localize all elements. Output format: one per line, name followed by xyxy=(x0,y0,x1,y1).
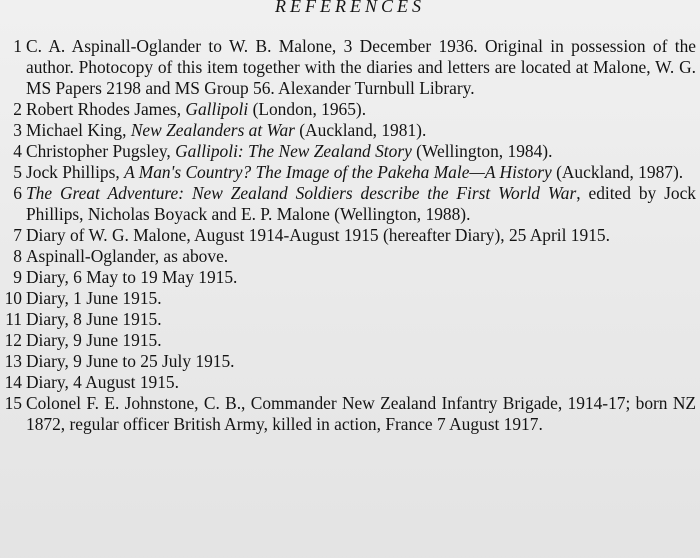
reference-text-part: Diary of W. G. Malone, August 1914-August 1915 (hereafter Diary), 25 April 1915. xyxy=(26,225,610,245)
reference-text-part: Jock Phillips, xyxy=(26,162,125,182)
reference-number: 9 xyxy=(13,267,22,287)
reference-item xyxy=(0,225,700,246)
reference-item xyxy=(0,99,700,120)
reference-text xyxy=(26,36,696,98)
reference-item xyxy=(0,246,700,267)
reference-text-part: Diary, 6 May to 19 May 1915. xyxy=(26,267,238,287)
reference-text xyxy=(26,162,683,182)
reference-title: The Great Adventure: New Zealand Soldiers describe the First World War xyxy=(26,183,577,203)
reference-item xyxy=(0,141,700,162)
reference-text-part: (London, 1965). xyxy=(248,99,367,119)
reference-text xyxy=(26,120,426,140)
reference-text xyxy=(26,141,552,161)
reference-number: 4 xyxy=(13,141,22,161)
reference-number: 10 xyxy=(4,288,22,308)
reference-text-part: (Auckland, 1981). xyxy=(294,120,427,140)
reference-number: 3 xyxy=(13,120,22,140)
reference-title: Gallipoli: The New Zealand Story xyxy=(175,141,412,161)
reference-text xyxy=(26,309,162,329)
reference-text xyxy=(26,288,162,308)
reference-text-part: , edited by Jock Phillips, Nicholas Boyack and E. P. Malone (Wellington, 1988). xyxy=(26,183,696,224)
reference-text xyxy=(26,372,179,392)
reference-number: 5 xyxy=(13,162,22,182)
reference-text xyxy=(26,330,162,350)
reference-text xyxy=(26,183,696,224)
reference-text xyxy=(26,246,228,266)
reference-text xyxy=(26,267,237,287)
reference-item xyxy=(0,120,700,141)
reference-text xyxy=(26,225,610,245)
reference-text xyxy=(26,99,366,119)
reference-number: 2 xyxy=(13,99,22,119)
reference-text-part: C. A. Aspinall-Oglander to W. B. Malone, 3 December 1936. Original in possession of the author. Photocopy of this item together with the diaries and letters are located at Malone, W. G. MS Papers 2198 and MS Group 56. Alexander Turnbull Library. xyxy=(26,36,696,98)
reference-item xyxy=(0,36,700,99)
reference-number: 15 xyxy=(4,393,22,413)
reference-text-part: Aspinall-Oglander, as above. xyxy=(26,246,229,266)
reference-text-part: Colonel F. E. Johnstone, C. B., Commander New Zealand Infantry Brigade, 1914-17; born NZ 1872, regular officer British Army, killed in action, France 7 August 1917. xyxy=(26,393,696,434)
reference-text-part: Diary, 4 August 1915. xyxy=(26,372,179,392)
reference-number: 1 xyxy=(13,36,22,56)
reference-item xyxy=(0,162,700,183)
reference-number: 14 xyxy=(4,372,22,392)
reference-number: 13 xyxy=(4,351,22,371)
reference-text xyxy=(26,351,235,371)
reference-text-part: Robert Rhodes James, xyxy=(26,99,186,119)
reference-number: 12 xyxy=(4,330,22,350)
reference-item xyxy=(0,288,700,309)
references-heading: REFERENCES xyxy=(275,0,425,16)
reference-text-part: Diary, 1 June 1915. xyxy=(26,288,162,308)
reference-item xyxy=(0,372,700,393)
reference-item xyxy=(0,183,700,225)
reference-title: Gallipoli xyxy=(185,99,249,119)
references-list xyxy=(0,36,700,435)
reference-item xyxy=(0,351,700,372)
reference-number: 8 xyxy=(13,246,22,266)
reference-text-part: (Auckland, 1987). xyxy=(551,162,684,182)
reference-item xyxy=(0,267,700,288)
reference-text-part: (Wellington, 1984). xyxy=(411,141,553,161)
reference-title: New Zealanders at War xyxy=(130,120,295,140)
reference-number: 11 xyxy=(5,309,22,329)
reference-text xyxy=(26,393,696,434)
reference-number: 6 xyxy=(13,183,22,203)
reference-item xyxy=(0,309,700,330)
reference-text-part: Diary, 9 June to 25 July 1915. xyxy=(26,351,235,371)
reference-text-part: Christopher Pugsley, xyxy=(26,141,176,161)
reference-number: 7 xyxy=(13,225,22,245)
reference-item xyxy=(0,330,700,351)
reference-text-part: Michael King, xyxy=(26,120,131,140)
reference-title: A Man's Country? The Image of the Pakeha Male—A History xyxy=(124,162,552,182)
reference-item xyxy=(0,393,700,435)
reference-text-part: Diary, 9 June 1915. xyxy=(26,330,162,350)
reference-text-part: Diary, 8 June 1915. xyxy=(26,309,162,329)
